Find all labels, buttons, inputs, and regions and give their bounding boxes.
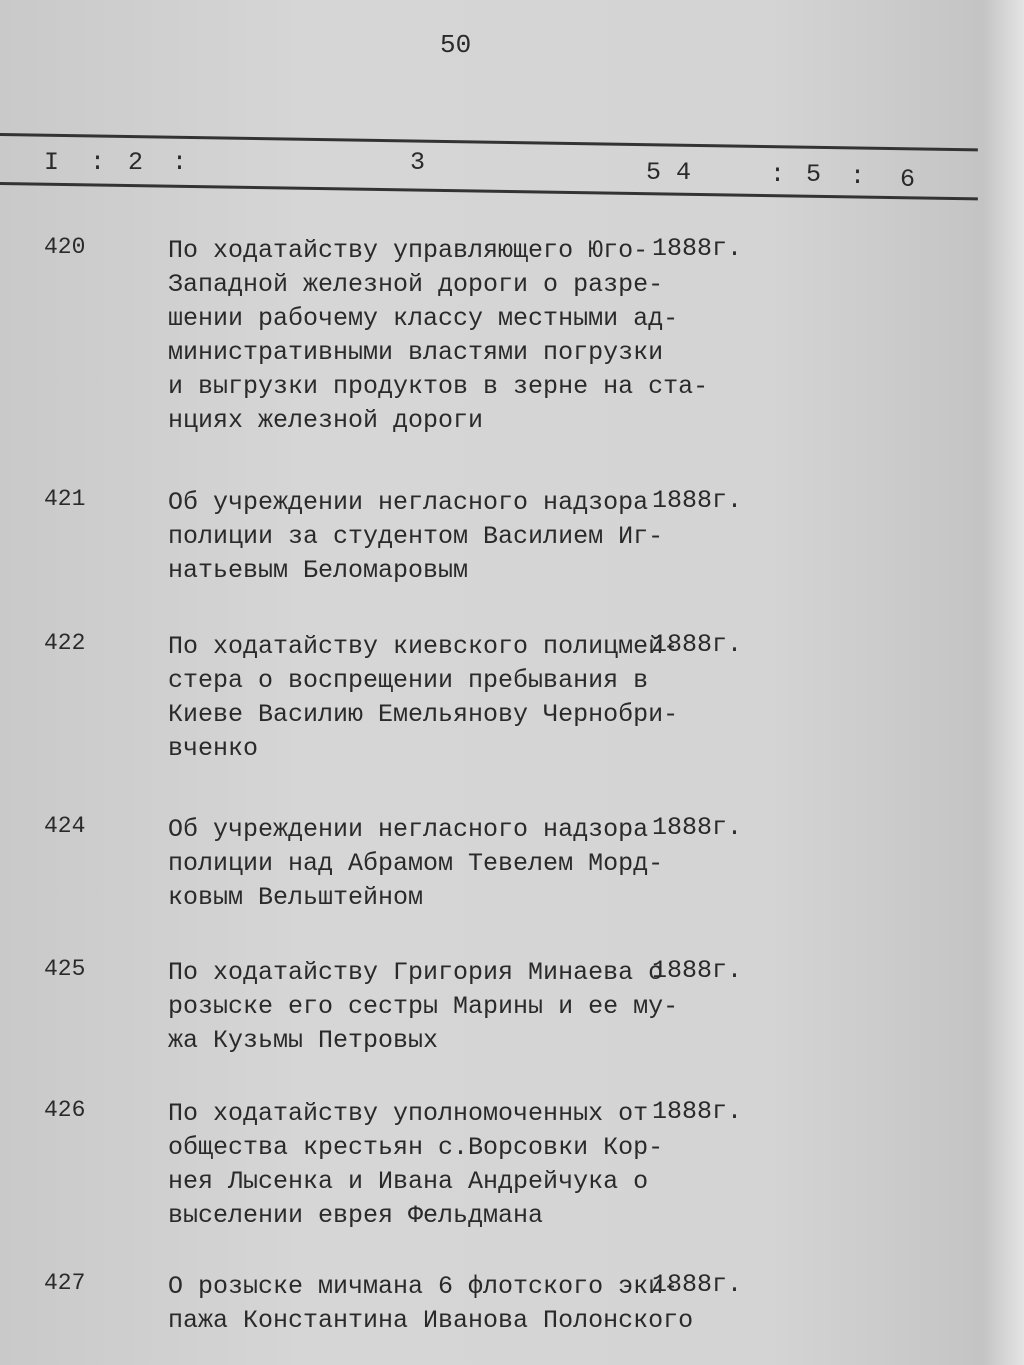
- entry-number: 427: [44, 1270, 86, 1296]
- entry-line: По ходатайству уполномоченных от: [168, 1099, 649, 1128]
- entry-line: полиции над Абрамом Тевелем Морд-: [168, 849, 664, 878]
- entry-line: пажа Константина Иванова Полонского: [168, 1306, 694, 1335]
- entry-line: министративными властями погрузки: [168, 338, 664, 367]
- entry-number: 426: [44, 1097, 86, 1123]
- col-sep: :: [850, 162, 866, 191]
- entry-line: выселении еврея Фельдмана: [168, 1201, 544, 1230]
- header-rule-top: [0, 133, 978, 151]
- entry-line: общества крестьян с.Ворсовки Кор-: [168, 1133, 664, 1162]
- entry-line: нея Лысенка и Ивана Андрейчука о: [168, 1167, 649, 1196]
- entry-year: 1888г.: [652, 234, 743, 263]
- col-1: I: [44, 148, 60, 177]
- entry-line: О розыске мичмана 6 флотского эки-: [168, 1272, 679, 1301]
- entry-number: 422: [44, 630, 86, 656]
- col-sep: :: [770, 160, 786, 189]
- col-sep: :: [172, 148, 188, 177]
- entry-line: По ходатайству управляющего Юго-: [168, 236, 649, 265]
- entry-line: Киеве Василию Емельянову Чернобри-: [168, 700, 679, 729]
- entry-title: [168, 1097, 663, 1233]
- entry-year: 1888г.: [652, 813, 743, 842]
- entry-year: 1888г.: [652, 956, 743, 985]
- entry-line: Об учреждении негласного надзора: [168, 488, 649, 517]
- entry-line: жа Кузьмы Петровых: [168, 1026, 439, 1055]
- entry-title: [168, 486, 663, 588]
- entry-number: 421: [44, 486, 86, 512]
- entry-year: 1888г.: [652, 486, 743, 515]
- entry-line: По ходатайству киевского полицмей-: [168, 632, 679, 661]
- entry-line: натьевым Беломаровым: [168, 556, 469, 585]
- entry-title: [168, 630, 678, 766]
- entry-number: 425: [44, 956, 86, 982]
- entry-number: 424: [44, 813, 86, 839]
- entry-line: вченко: [168, 734, 259, 763]
- page-number: 50: [440, 30, 472, 60]
- entry-line: ковым Вельштейном: [168, 883, 424, 912]
- col-2: 2: [128, 148, 144, 177]
- entry-line: розыске его сестры Марины и ее му-: [168, 992, 679, 1021]
- entry-line: По ходатайству Григория Минаева о: [168, 958, 664, 987]
- entry-line: нциях железной дороги: [168, 406, 484, 435]
- entry-title: [168, 1270, 693, 1338]
- entry-year: 1888г.: [652, 1097, 743, 1126]
- col-sep: :: [90, 148, 106, 177]
- entry-line: и выгрузки продуктов в зерне на ста-: [168, 372, 709, 401]
- header-rule-bottom: [0, 182, 978, 200]
- entry-line: стера о воспрещении пребывания в: [168, 666, 649, 695]
- entry-number: 420: [44, 234, 86, 260]
- entry-title: [168, 956, 678, 1058]
- col-5: 5: [806, 160, 822, 189]
- entry-line: Западной железной дороги о разре-: [168, 270, 664, 299]
- entry-line: полиции за студентом Василием Иг-: [168, 522, 664, 551]
- col-3: 3: [410, 148, 426, 177]
- entry-line: Об учреждении негласного надзора: [168, 815, 649, 844]
- col-6: 6: [900, 165, 916, 194]
- col-4: 5 4: [646, 158, 692, 187]
- entry-year: 1888г.: [652, 1270, 743, 1299]
- entry-title: [168, 813, 663, 915]
- entry-year: 1888г.: [652, 630, 743, 659]
- entry-title: [168, 234, 708, 438]
- entry-line: шении рабочему классу местными ад-: [168, 304, 679, 333]
